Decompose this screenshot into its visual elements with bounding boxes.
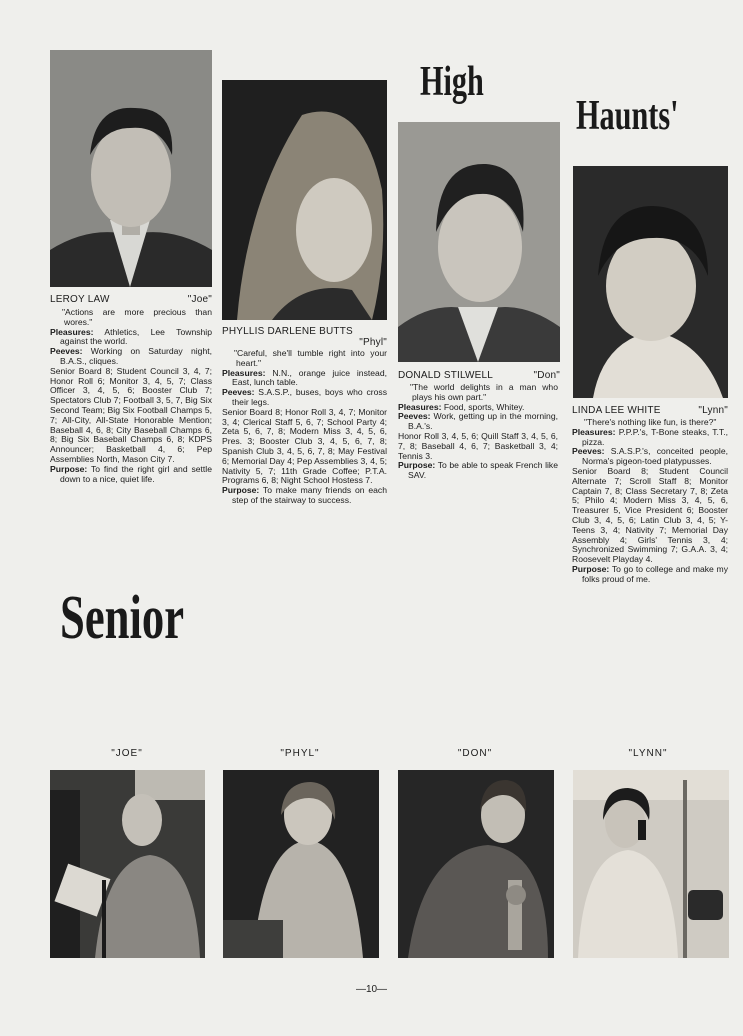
candid-caption-joe: "JOE": [111, 748, 143, 759]
candid-photo-phyl: [223, 770, 379, 958]
peeves-text: S.A.S.P.'s, conceited people, Norma's pigeon-toed platypusses.: [582, 446, 729, 467]
peeves-text: S.A.S.P., buses, boys who cross their legs.: [232, 387, 387, 407]
purpose-label: Purpose:: [50, 463, 88, 474]
name-line-donald: [398, 370, 560, 381]
candid-photo-joe: [50, 770, 205, 958]
portrait-photo-phyllis: [222, 80, 387, 320]
student-name: DONALD STILWELL: [398, 370, 494, 381]
bio-leroy: [50, 308, 212, 484]
heading-senior: Senior: [60, 584, 185, 652]
bio-quote: "Careful, she'll tumble right into your heart.": [234, 348, 387, 368]
name-line-linda: [572, 405, 728, 416]
name-line-leroy: [50, 294, 212, 305]
activities-text: Senior Board 8; Student Council Alternate 7; Scroll Staff 8; Monitor Captain 7, 8; Class Secretary 7, 8; Zeta 5; Philo 4; Modern Miss 3, 4, 5, 6, Treasurer 5, Vice President 6; Booster Club 3, 4, 5, 6; Latin Club 3, 4, 5; Y-Teens 3, 4; Nativity 7; Memorial Day Assembly 4; Girls' Tennis 3, 4; Synchronized Swimming 7; G.A.A. 3, 4; Roosevelt Playday 4.: [572, 465, 728, 565]
candid-caption-don: "DON": [457, 748, 493, 759]
heading-high: High: [420, 59, 484, 105]
purpose-text: To be able to speak French like SAV.: [408, 460, 559, 481]
student-name: PHYLLIS DARLENE BUTTS: [222, 326, 353, 337]
activities-text: Honor Roll 3, 4, 5, 6; Quill Staff 3, 4, 5, 6, 7, 8; Baseball 4, 6, 7; Basketball 3, 4; Tennis 3.: [398, 430, 558, 461]
bio-phyllis: [222, 349, 387, 506]
bio-quote: "The world delights in a man who plays his own part.": [410, 382, 558, 402]
peeves-label: Peeves:: [398, 411, 431, 422]
student-nickname: "Joe": [187, 294, 212, 305]
candid-caption-phyl: "PHYL": [280, 748, 320, 759]
purpose-text: To make many friends on each step of the stairway to success.: [232, 485, 388, 505]
student-name: LINDA LEE WHITE: [572, 405, 661, 416]
purpose-label: Purpose:: [398, 460, 436, 471]
candid-photo-don: [398, 770, 554, 958]
pleasures-label: Pleasures:: [398, 401, 442, 412]
portrait-photo-leroy: [50, 50, 212, 287]
student-nickname: "Lynn": [698, 405, 728, 416]
bio-linda: [572, 418, 728, 585]
purpose-label: Purpose:: [222, 485, 260, 496]
peeves-label: Peeves:: [50, 346, 83, 357]
pleasures-text: Athletics, Lee Township against the world.: [60, 326, 212, 347]
peeves-label: Peeves:: [572, 446, 605, 457]
bio-donald: [398, 383, 558, 481]
pleasures-label: Pleasures:: [572, 426, 616, 437]
candid-photo-lynn: [573, 770, 729, 958]
peeves-label: Peeves:: [222, 387, 255, 398]
pleasures-text: N.N., orange juice instead, East, lunch table.: [232, 367, 387, 388]
pleasures-label: Pleasures:: [50, 326, 94, 337]
peeves-text: Working on Saturday night, B.A.S., cliques.: [60, 346, 212, 366]
pleasures-text: Food, sports, Whitey.: [443, 401, 525, 412]
candid-caption-lynn: "LYNN": [628, 748, 668, 759]
pleasures-label: Pleasures:: [222, 367, 266, 378]
heading-haunts: Haunts': [576, 93, 679, 139]
purpose-label: Purpose:: [572, 563, 610, 574]
portrait-photo-linda: [573, 166, 728, 398]
purpose-text: To find the right girl and settle down to a nice, quiet life.: [60, 463, 212, 484]
student-nickname: "Phyl": [359, 337, 387, 348]
purpose-text: To go to college and make my folks proud of me.: [582, 563, 729, 584]
student-nickname: "Don": [533, 370, 560, 381]
pleasures-text: P.P.P.'s, T-Bone steaks, T.T., pizza.: [582, 426, 728, 447]
bio-quote: "Actions are more precious than wores.": [62, 307, 212, 327]
activities-text: Senior Board 8; Honor Roll 3, 4, 7; Monitor 3, 4; Clerical Staff 5, 6, 7; School Party 4; Zeta 5, 6, 7, 8; Modern Miss 3, 4, 5, 6, Pres. 3; Booster Club 3, 4, 5, 6, 7, 8; Spanish Club 3, 4, 5, 6, 7, 8; May Festival 6; Memorial Day 4; Pep Assemblies 3, 4, 5; Nativity 5, 7; 11th Grade Coffee; P.T.A. Programs 6, 8; Night School Hostess 7.: [222, 406, 387, 486]
portrait-photo-donald: [398, 122, 560, 362]
name-line-phyllis: [222, 326, 387, 337]
bio-quote: "There's nothing like fun, is there?": [584, 417, 717, 427]
activities-text: Senior Board 8; Student Council 3, 4, 7; Honor Roll 6; Monitor 3, 4, 5, 7; Class Officer 3, 4, 5, 6; Booster Club 7; Spectators Club 7; Football 3, 5, 7, Big Six Second Team; Big Six Football Champs 5, 7; All-City, All-State Honorable Mention; Baseball 4, 6, 8; City Baseball Champs 6, 8; Big Six Baseball Champs 6, 8; KDPS Announcer; Basketball 4, 6; Pep Assemblies North, Mason City 7.: [50, 365, 212, 464]
peeves-text: Work, getting up in the morning, B.A.'s.: [408, 411, 558, 432]
student-name: LEROY LAW: [50, 294, 110, 305]
page-number: —10—: [355, 984, 388, 995]
